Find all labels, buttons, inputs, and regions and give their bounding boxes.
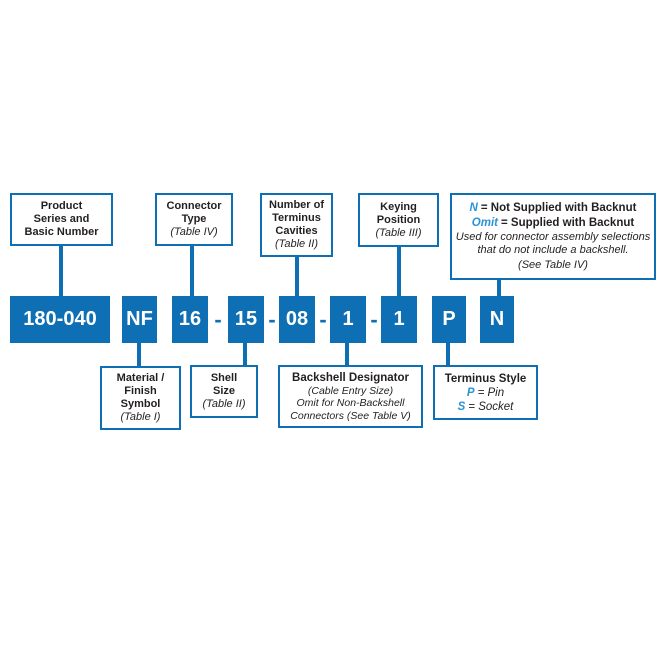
callout-text: Series and	[33, 213, 90, 225]
terminus-option	[467, 386, 504, 400]
callout-text: Shell	[210, 372, 238, 384]
callout-keying-position	[358, 193, 439, 247]
callout-material-finish	[100, 366, 181, 430]
rule-text: = Supplied with Backnut	[500, 217, 635, 229]
callout-title: Terminus Style	[444, 372, 527, 385]
callout-text: Finish	[124, 385, 157, 397]
option-key: S	[457, 400, 466, 413]
backnut-note-text: that do not include a backshell.	[477, 244, 629, 256]
option-text: = Socket	[468, 400, 514, 413]
separator-dash: -	[370, 306, 378, 332]
callout-text: Keying	[380, 200, 417, 213]
connector-line	[345, 343, 349, 365]
segment-product-series: 180-040	[10, 296, 110, 343]
callout-text: Connector	[166, 200, 222, 212]
table-reference: (Table II)	[274, 238, 318, 250]
table-reference: (Table IV)	[170, 226, 218, 238]
callout-terminus-style	[433, 365, 538, 420]
connector-line	[497, 280, 501, 296]
callout-text: Basic Number	[24, 226, 99, 238]
callout-text: Terminus	[272, 212, 321, 224]
callout-text: Cavities	[275, 225, 318, 237]
callout-text: Product	[40, 200, 83, 212]
callout-title: Backshell Designator	[292, 371, 409, 384]
connector-line	[190, 246, 194, 296]
segment-shell-size: 15	[228, 296, 264, 343]
separator-dash: -	[214, 306, 222, 332]
callout-terminus-cavities	[260, 193, 333, 257]
terminus-option	[458, 400, 514, 414]
connector-line	[397, 247, 401, 296]
callout-subtext: (Cable Entry Size)	[307, 384, 394, 397]
callout-backnut-note	[450, 193, 656, 280]
callout-shell-size	[190, 365, 258, 418]
option-text: = Pin	[477, 386, 505, 399]
connector-line	[295, 257, 299, 296]
table-reference: (Table II)	[202, 398, 246, 410]
connector-line	[243, 343, 247, 365]
callout-text: Symbol	[120, 398, 161, 410]
option-key: P	[466, 386, 475, 399]
backnut-rule	[470, 201, 637, 216]
rule-key: Omit	[471, 217, 498, 229]
segment-backshell-designator: 1	[330, 296, 366, 343]
callout-connector-type	[155, 193, 233, 246]
callout-text: Material /	[116, 372, 165, 384]
callout-subtext: Omit for Non-Backshell	[296, 397, 405, 410]
segment-connector-type: 16	[172, 296, 208, 343]
rule-text: = Not Supplied with Backnut	[480, 202, 637, 214]
table-reference: (Table III)	[375, 226, 422, 239]
callout-product-series	[10, 193, 113, 246]
callout-text: Type	[181, 213, 207, 225]
table-reference: (See Table IV)	[518, 259, 588, 271]
segment-terminus-style: P	[432, 296, 466, 343]
segment-backnut: N	[480, 296, 514, 343]
rule-key: N	[469, 202, 478, 214]
segment-material-finish: NF	[122, 296, 157, 343]
callout-text: Position	[376, 213, 421, 226]
backnut-rule	[472, 216, 634, 231]
backnut-note-text: Used for connector assembly selections	[455, 231, 651, 243]
separator-dash: -	[319, 306, 327, 332]
callout-text: Number of	[269, 199, 324, 211]
callout-text: Size	[212, 385, 235, 397]
separator-dash: -	[268, 306, 276, 332]
segment-keying-position: 1	[381, 296, 417, 343]
table-reference: (Table I)	[120, 411, 161, 423]
connector-line	[137, 343, 141, 366]
segment-terminus-cavities: 08	[279, 296, 315, 343]
connector-line	[446, 343, 450, 365]
callout-subtext: Connectors (See Table V)	[290, 409, 411, 422]
callout-backshell-designator	[278, 365, 423, 428]
connector-line	[59, 246, 63, 296]
